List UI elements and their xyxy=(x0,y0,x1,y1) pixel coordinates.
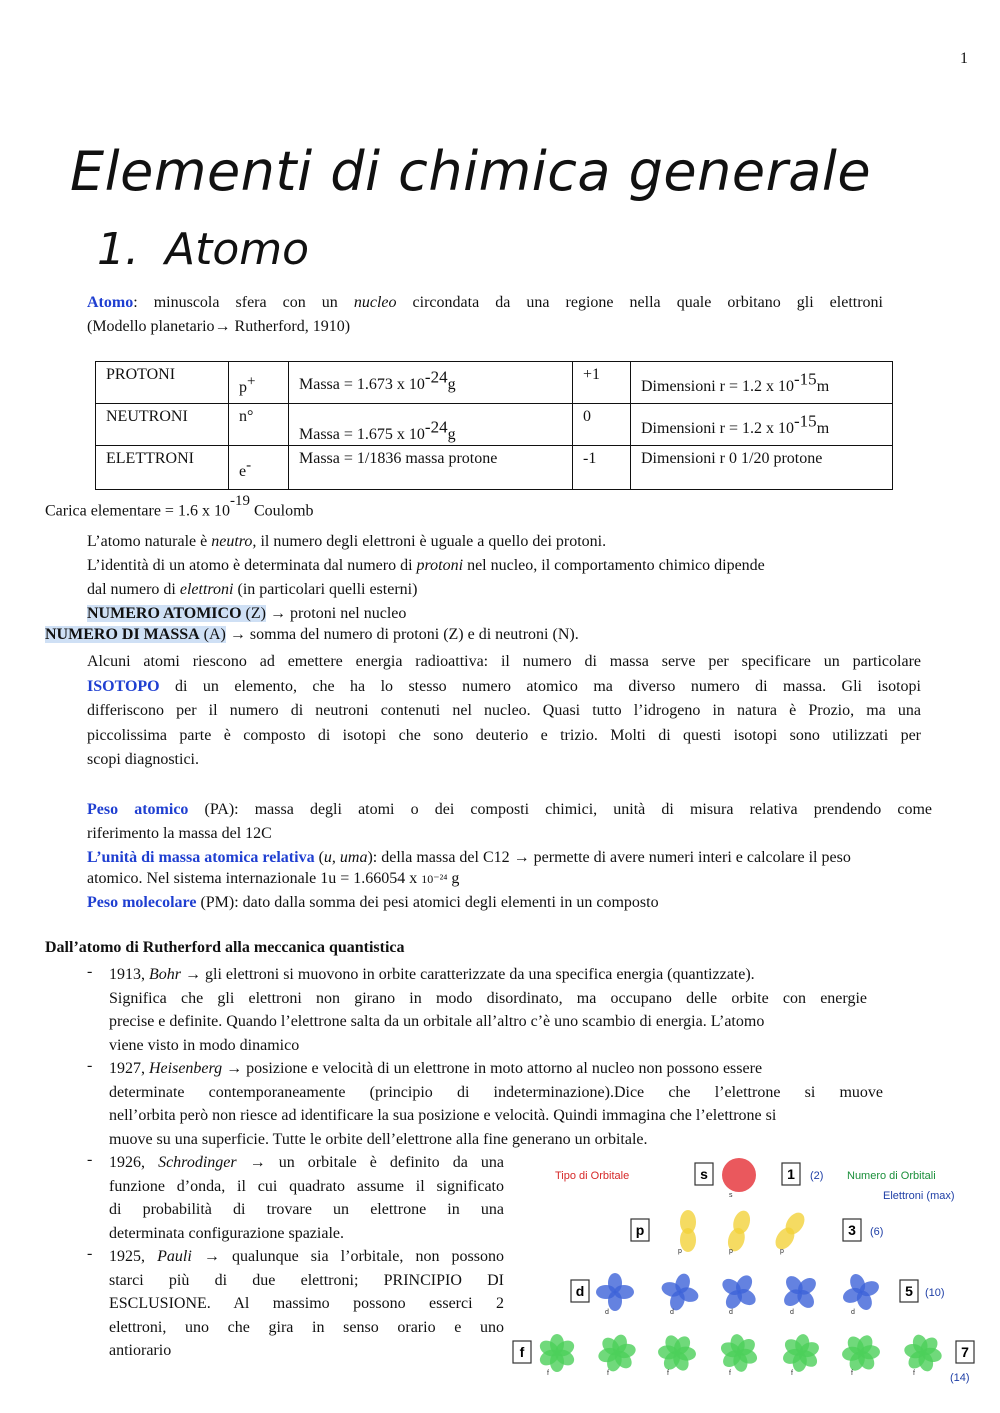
particle-dimension xyxy=(631,446,893,490)
orbital-max-electrons: (14) xyxy=(950,1372,970,1384)
mass-unit: g xyxy=(447,426,456,444)
isotopo-l3: differiscono per il numero di neutroni contenuti nel nucleo. Quasi tutto l’idrogeno in natura è Prozio, ma una xyxy=(87,702,921,719)
para2-em: protoni xyxy=(416,557,464,574)
orbital-sublabel: f xyxy=(547,1370,549,1377)
particle-charge: 0 xyxy=(573,404,631,446)
particle-name: NEUTRONI xyxy=(96,404,229,446)
particle-charge: -1 xyxy=(573,446,631,490)
orbital-sublabel: f xyxy=(851,1370,853,1377)
elettroni-max-label: Elettroni (max) xyxy=(883,1190,955,1202)
pauli-l2: starci più di due elettroni; PRINCIPIO DI xyxy=(109,1271,504,1289)
section-heading xyxy=(97,224,309,275)
isotopo-l2: di un elemento, che ha lo stesso numero atomico ma diverso numero di massa. Gli isotopi xyxy=(159,677,921,695)
uma-b: ): della massa del C12 → permette di avere numeri interi e calcolare il peso xyxy=(367,849,851,866)
list-dash: - xyxy=(87,963,93,980)
mass-text: Massa = 1.673 x $10^{-24}g$ xyxy=(299,368,456,394)
term-numero-atomico xyxy=(87,605,266,622)
atomo-definition xyxy=(87,291,883,339)
particle-symbol xyxy=(229,362,289,404)
list-item-pauli xyxy=(109,1245,504,1363)
list-dash: - xyxy=(87,1151,93,1168)
heisenberg-year: 1927, xyxy=(109,1060,149,1077)
pauli-name: Pauli xyxy=(157,1248,192,1265)
intro-text-a: : minuscola sfera con un xyxy=(133,294,354,311)
term-peso-atomico: Peso atomico xyxy=(87,801,189,818)
heisenberg-name: Heisenberg xyxy=(149,1060,223,1077)
para1-em: neutro, xyxy=(211,533,257,550)
orbital-sublabel: d xyxy=(670,1309,674,1316)
para2-d: (in particolari quelli esterni) xyxy=(233,581,418,598)
pauli-l5: antiorario xyxy=(109,1342,172,1359)
particle-symbol xyxy=(229,446,289,490)
list-dash: - xyxy=(87,1057,93,1074)
orbital-type-label: s xyxy=(700,1166,708,1182)
para2-c: dal numero di xyxy=(87,581,180,598)
term-uma: L’unità di massa atomica relativa xyxy=(87,849,315,866)
orbital-max-electrons: (2) xyxy=(810,1170,824,1182)
bohr-l3: precise e definite. Quando l’elettrone salta da un orbitale all’altro c’è uno scambio di energia. L’atomo xyxy=(109,1013,765,1030)
pauli-l1: → qualunque sia l’orbitale, non possono xyxy=(191,1248,505,1265)
mass-exp: -24 xyxy=(424,368,448,387)
para1-b: il numero degli elettroni è uguale a quello dei protoni. xyxy=(256,533,607,550)
uma-sep: , xyxy=(331,849,340,866)
mass-exp: -24 xyxy=(424,418,448,437)
dim-exp: -15 xyxy=(794,412,817,431)
numero-massa-line xyxy=(45,626,579,644)
orbital-sublabel: f xyxy=(729,1370,731,1377)
orbital-type-label: d xyxy=(575,1283,585,1299)
term-isotopo: ISOTOPO xyxy=(87,677,160,695)
neutral-paragraph xyxy=(87,530,887,626)
orbital-shape xyxy=(660,1272,700,1312)
orbital-shape xyxy=(596,1273,634,1311)
peso-atomico-l1: (PA): massa degli atomi o dei composti chimici, unità di misura relativa prendendo come xyxy=(188,801,932,818)
page-number: 1 xyxy=(960,50,968,67)
table-row xyxy=(96,404,893,446)
document-title: Elementi di chimica generale xyxy=(70,140,872,203)
list-item-heisenberg xyxy=(109,1057,883,1151)
table-row xyxy=(96,446,893,490)
list-item-schrodinger xyxy=(109,1151,504,1245)
uma-l2-end: g xyxy=(447,870,460,887)
intro-em-nucleo: nucleo xyxy=(353,294,397,311)
uma-l2: atomico. Nel sistema internazionale 1u = 1.66054 x xyxy=(87,870,422,887)
dimension-text: Dimensioni r = 1.2 x $10^{-15}m$ xyxy=(641,370,830,396)
term-peso-molecolare: Peso molecolare xyxy=(87,894,197,911)
carica-text: Carica elementare = 1.6 x 10 xyxy=(45,502,230,520)
symbol-text: e- xyxy=(239,458,252,481)
pauli-year: 1925, xyxy=(109,1248,158,1265)
orbital-shape xyxy=(719,1333,759,1373)
carica-elementare xyxy=(45,493,314,520)
mass-text: Massa = 1/1836 massa protone xyxy=(299,450,498,467)
orbital-sublabel: d xyxy=(790,1309,794,1316)
numero-atomico-rest: → protoni nel nucleo xyxy=(265,605,407,622)
para2-em2: elettroni xyxy=(179,581,234,598)
orbital-shape xyxy=(719,1272,758,1311)
section-title: Atomo xyxy=(165,224,310,275)
orbital-count-label: 7 xyxy=(961,1344,969,1360)
numero-massa-abbr: (A) xyxy=(199,626,226,643)
orbital-max-electrons: (6) xyxy=(870,1226,884,1238)
schrodinger-l4: determinata configurazione spaziale. xyxy=(109,1224,344,1242)
orbital-sublabel: p xyxy=(678,1248,682,1255)
orbital-sublabel: f xyxy=(607,1370,609,1377)
orbital-count-label: 1 xyxy=(787,1166,795,1182)
term-atomo: Atomo xyxy=(87,294,134,311)
tipo-orbitale-label: Tipo di Orbitale xyxy=(555,1170,630,1182)
symbol-text: n° xyxy=(239,408,254,425)
peso-atomico-l2: riferimento la massa del 12C xyxy=(87,825,272,842)
peso-atomico-paragraph xyxy=(87,798,932,846)
particle-mass xyxy=(289,404,573,446)
dim-exp: -15 xyxy=(794,370,817,389)
particle-dimension xyxy=(631,362,893,404)
dimension-text: Dimensioni r 0 1/20 protone xyxy=(641,450,823,467)
schrodinger-name: Schrodinger xyxy=(158,1154,237,1171)
orbital-shape xyxy=(537,1334,577,1372)
orbital-sublabel: d xyxy=(729,1309,733,1316)
mass-text: Massa = 1.675 x $10^{-24}g$ xyxy=(299,418,456,444)
orbital-shape xyxy=(841,1272,881,1312)
orbital-sublabel: f xyxy=(913,1370,915,1377)
isotopo-paragraph xyxy=(87,650,921,773)
orbital-shape xyxy=(597,1333,637,1373)
history-heading: Dall’atomo di Rutherford alla meccanica quantistica xyxy=(45,939,405,956)
orbital-sublabel: f xyxy=(791,1370,793,1377)
uma-a: ( xyxy=(314,849,324,866)
carica-exp: -19 xyxy=(229,493,250,509)
table-row xyxy=(96,362,893,404)
para2-b: nel nucleo, il comportamento chimico dipende xyxy=(463,557,765,574)
orbital-shape xyxy=(725,1209,753,1254)
schrodinger-l3: di probabilità di trovare un elettrone in una xyxy=(109,1201,504,1218)
isotopo-l1: Alcuni atomi riescono ad emettere energia radioattiva: il numero di massa serve per specificare un particolare xyxy=(87,653,921,670)
list-dash: - xyxy=(87,1245,93,1262)
orbital-sublabel: d xyxy=(851,1309,855,1316)
particle-dimension xyxy=(631,404,893,446)
orbital-shape xyxy=(903,1333,943,1373)
peso-molecolare-rest: (PM): dato dalla somma dei pesi atomici degli elementi in un composto xyxy=(196,894,659,911)
schrodinger-l1: → un orbitale è definito da una xyxy=(236,1154,505,1171)
symbol-sup: + xyxy=(247,374,256,390)
bohr-l2: Significa che gli elettroni non girano in modo disordinato, ma occupano delle orbite con energie xyxy=(109,989,867,1007)
pauli-l3: ESCLUSIONE. Al massimo possono esserci 2 xyxy=(109,1295,504,1312)
particle-symbol xyxy=(229,404,289,446)
list-item-bohr xyxy=(109,963,867,1057)
particle-mass xyxy=(289,446,573,490)
heisenberg-l4: muove su una superficie. Tutte le orbite dell’elettrone alla fine generano un orbitale. xyxy=(109,1130,648,1148)
orbital-shape xyxy=(722,1158,756,1192)
uma-l2-small: 10⁻²⁴ xyxy=(421,872,448,886)
para1-a: L’atomo naturale è xyxy=(87,533,212,550)
bohr-name: Bohr xyxy=(149,966,181,983)
orbital-sublabel: p xyxy=(780,1248,784,1255)
particle-name: PROTONI xyxy=(96,362,229,404)
intro-line2: (Modello planetario→ Rutherford, 1910) xyxy=(87,318,351,335)
isotopo-l4: piccolissima parte è composto di isotopi che sono deuterio e trizio. Molti di questi isotopi sono utilizzati per xyxy=(87,726,921,744)
term-numero-massa xyxy=(45,626,226,643)
orbital-sublabel: d xyxy=(605,1309,609,1316)
bohr-l1: → gli elettroni si muovono in orbite caratterizzate da una specifica energia (quantizzate). xyxy=(181,966,755,983)
numero-massa-term: NUMERO DI MASSA xyxy=(45,626,200,643)
orbital-shape xyxy=(658,1333,697,1373)
mass-unit: g xyxy=(447,376,456,394)
orbital-shape xyxy=(781,1273,819,1311)
heisenberg-l2: determinate contemporaneamente (principio di indeterminazione).Dice che l’elettrone si muove xyxy=(109,1083,883,1101)
orbital-max-electrons: (10) xyxy=(925,1287,945,1299)
bohr-year: 1913, xyxy=(109,966,149,983)
numero-atomico-abbr: (Z) xyxy=(241,605,266,622)
particle-charge: +1 xyxy=(573,362,631,404)
dim-unit: m xyxy=(816,420,830,438)
orbital-count-label: 5 xyxy=(905,1283,913,1299)
orbital-shape xyxy=(772,1209,809,1253)
orbital-sublabel: p xyxy=(729,1248,733,1255)
heisenberg-l1: → posizione e velocità di un elettrone in moto attorno al nucleo non possono essere xyxy=(222,1060,763,1077)
schrodinger-l2: funzione d’onda, il cui quadrato assume il significato xyxy=(109,1177,504,1195)
orbital-sublabel: f xyxy=(667,1370,669,1377)
orbital-type-label: p xyxy=(635,1222,645,1238)
uma-uma: uma xyxy=(339,849,368,866)
orbital-shape xyxy=(781,1333,821,1373)
numero-massa-rest: → somma del numero di protoni (Z) e di neutroni (N). xyxy=(225,626,579,643)
numero-orbitali-label: Numero di Orbitali xyxy=(847,1170,936,1182)
symbol-sup: - xyxy=(246,458,252,474)
symbol-text: p+ xyxy=(239,374,256,397)
orbital-figure xyxy=(505,1148,975,1388)
dimension-text: Dimensioni r = 1.2 x $10^{-15}m$ xyxy=(641,412,830,438)
orbital-type-label: f xyxy=(519,1344,525,1360)
orbital-sublabel: s xyxy=(729,1192,733,1199)
particle-name: ELETTRONI xyxy=(96,446,229,490)
bohr-l4: viene visto in modo dinamico xyxy=(109,1036,300,1054)
particle-mass xyxy=(289,362,573,404)
schrodinger-year: 1926, xyxy=(109,1154,159,1171)
dim-unit: m xyxy=(816,378,830,396)
para2-a: L’identità di un atomo è determinata dal numero di xyxy=(87,557,417,574)
orbital-shape xyxy=(680,1210,696,1252)
uma-paragraph xyxy=(87,847,982,913)
numero-atomico-term: NUMERO ATOMICO xyxy=(87,605,242,622)
heisenberg-l3: nell’orbita però non riesce ad identificare la sua posizione e velocità. Quindi immagina che l’elettrone si xyxy=(109,1107,777,1124)
orbital-shape xyxy=(841,1333,880,1373)
uma-u: u xyxy=(323,849,332,866)
intro-text-b: circondata da una regione nella quale orbitano gli elettroni xyxy=(396,294,883,311)
carica-unit: Coulomb xyxy=(249,502,314,520)
section-number: 1. xyxy=(97,224,139,275)
pauli-l4: elettroni, uno che gira in senso orario e uno xyxy=(109,1318,504,1336)
isotopo-l5: scopi diagnostici. xyxy=(87,751,199,768)
particle-table xyxy=(95,361,893,490)
orbital-count-label: 3 xyxy=(848,1222,856,1238)
